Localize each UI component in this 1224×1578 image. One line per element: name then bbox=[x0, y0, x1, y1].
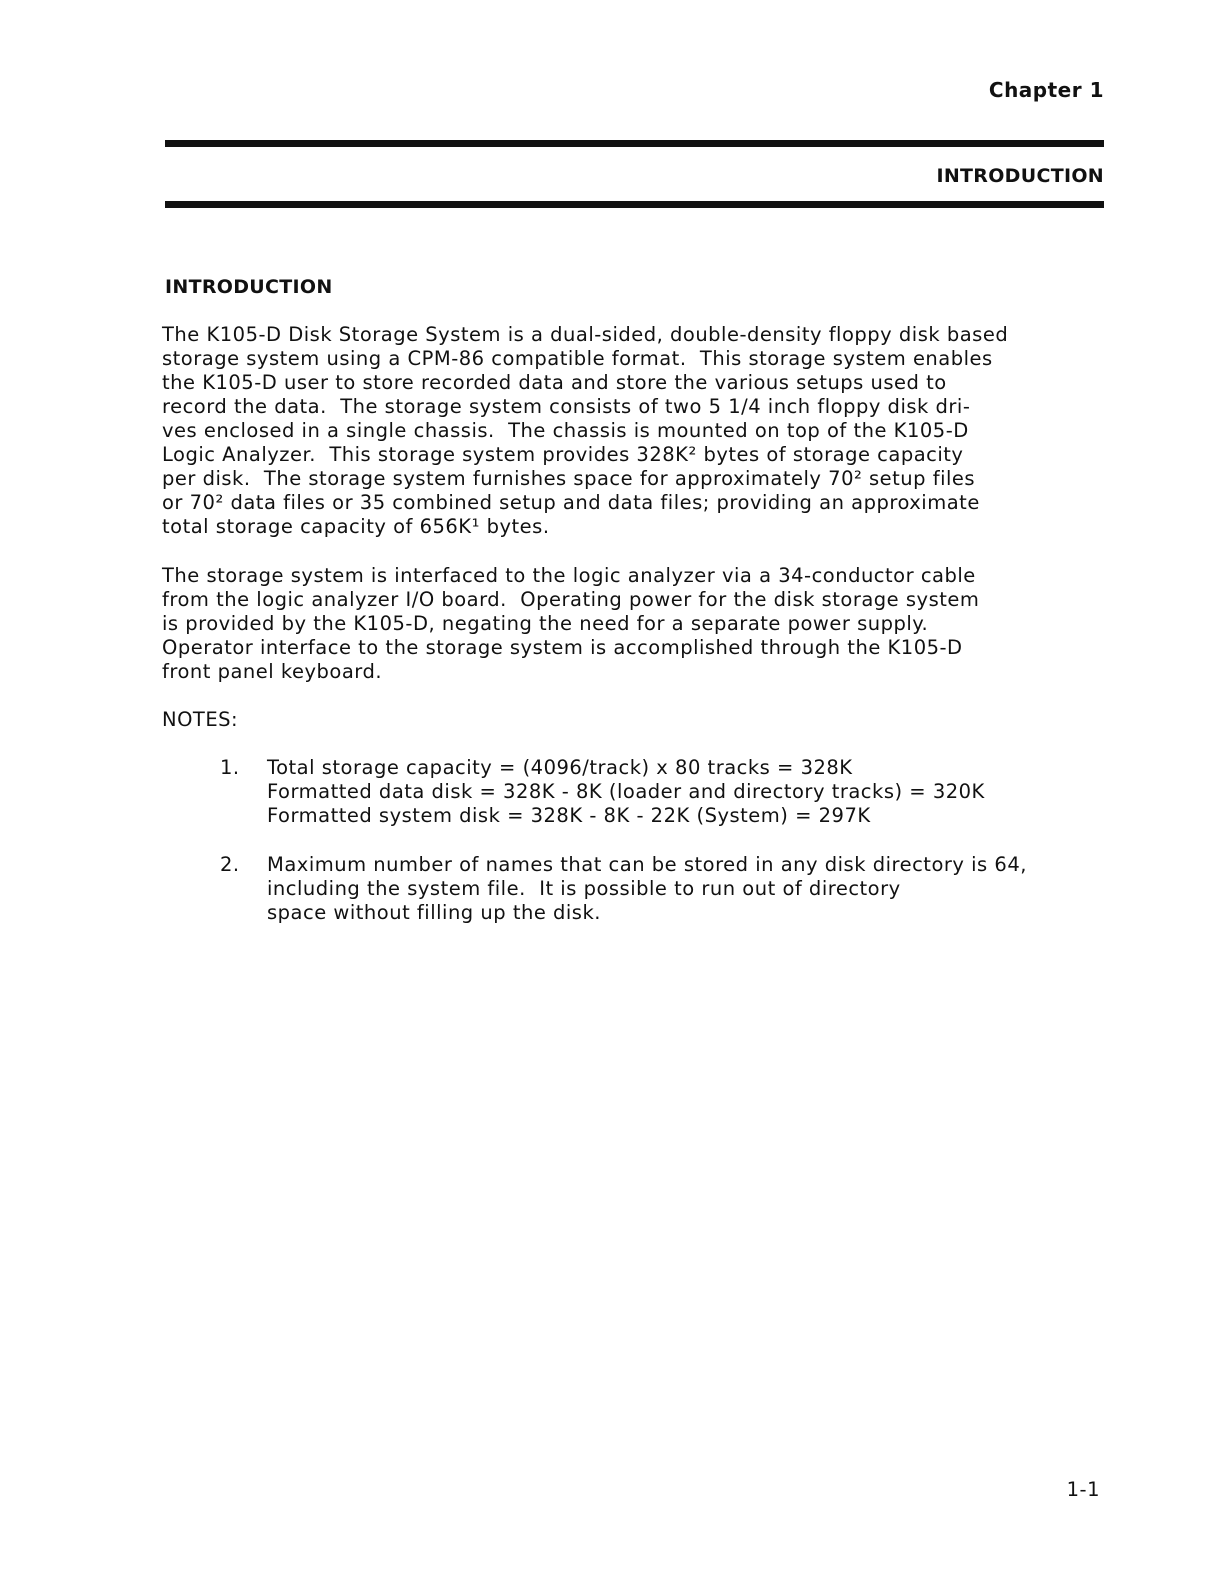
paragraph-line: The K105-D Disk Storage System is a dual-sided, double-density floppy disk based bbox=[162, 323, 1009, 346]
paragraph-line: or 70² data files or 35 combined setup and data files; providing an approximate bbox=[162, 491, 980, 514]
note-number: 1. bbox=[220, 756, 240, 779]
header-title: INTRODUCTION bbox=[936, 165, 1104, 187]
note-line: Maximum number of names that can be stored in any disk directory is 64, bbox=[267, 853, 1027, 876]
paragraph-line: the K105-D user to store recorded data and store the various setups used to bbox=[162, 371, 947, 394]
chapter-label: Chapter 1 bbox=[988, 78, 1104, 102]
note-line: space without filling up the disk. bbox=[267, 901, 601, 924]
paragraph-line: The storage system is interfaced to the logic analyzer via a 34-conductor cable bbox=[162, 564, 976, 587]
note-line: including the system file. It is possible to run out of directory bbox=[267, 877, 901, 900]
paragraph-line: front panel keyboard. bbox=[162, 660, 383, 683]
note-line: Formatted data disk = 328K - 8K (loader and directory tracks) = 320K bbox=[267, 780, 985, 803]
paragraph-line: is provided by the K105-D, negating the need for a separate power supply. bbox=[162, 612, 929, 635]
header-rule-bottom bbox=[165, 201, 1104, 208]
paragraph-line: from the logic analyzer I/O board. Operating power for the disk storage system bbox=[162, 588, 980, 611]
paragraph-line: ves enclosed in a single chassis. The chassis is mounted on top of the K105-D bbox=[162, 419, 969, 442]
section-heading: INTRODUCTION bbox=[165, 276, 333, 298]
notes-label: NOTES: bbox=[162, 708, 239, 731]
paragraph-2 bbox=[162, 564, 1107, 684]
paragraph-line: Operator interface to the storage system is accomplished through the K105-D bbox=[162, 636, 963, 659]
header-rule-top bbox=[165, 140, 1104, 147]
paragraph-line: record the data. The storage system consists of two 5 1/4 inch floppy disk dri- bbox=[162, 395, 971, 418]
note-number: 2. bbox=[220, 853, 240, 876]
paragraph-1 bbox=[162, 323, 1107, 539]
paragraph-line: per disk. The storage system furnishes space for approximately 70² setup files bbox=[162, 467, 976, 490]
paragraph-line: total storage capacity of 656K¹ bytes. bbox=[162, 515, 550, 538]
note-line: Total storage capacity = (4096/track) x 80 tracks = 328K bbox=[267, 756, 853, 779]
note-line: Formatted system disk = 328K - 8K - 22K (System) = 297K bbox=[267, 804, 871, 827]
page-number: 1-1 bbox=[1066, 1478, 1100, 1501]
paragraph-line: Logic Analyzer. This storage system provides 328K² bytes of storage capacity bbox=[162, 443, 964, 466]
paragraph-line: storage system using a CPM-86 compatible format. This storage system enables bbox=[162, 347, 993, 370]
